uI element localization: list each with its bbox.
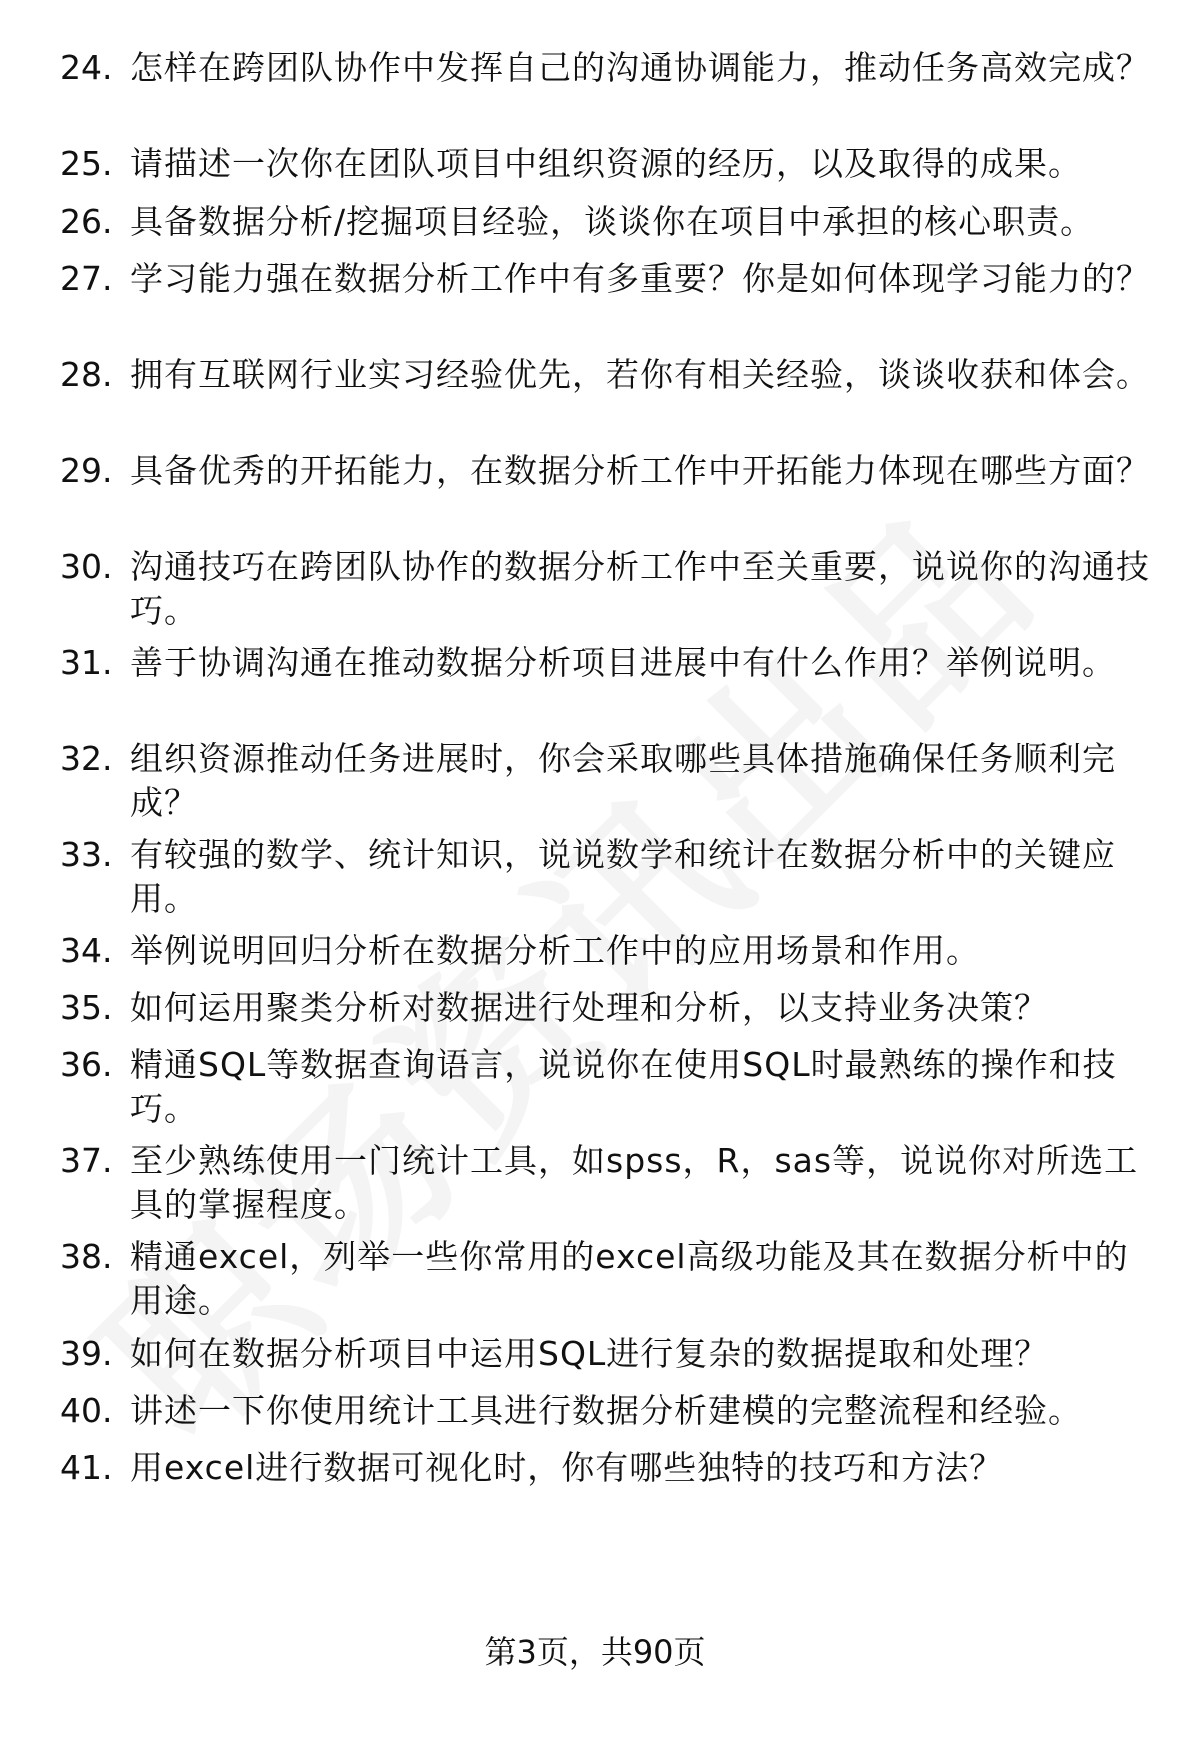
question-text: 具备优秀的开拓能力，在数据分析工作中开拓能力体现在哪些方面？	[130, 451, 1150, 490]
question-number: 35.	[60, 988, 113, 1027]
question-number: 30.	[60, 547, 113, 586]
question-number: 32.	[60, 739, 113, 778]
question-number: 31.	[60, 643, 113, 682]
question-text: 具备数据分析/挖掘项目经验，谈谈你在项目中承担的核心职责。	[130, 202, 1095, 241]
question-number: 33.	[60, 835, 113, 874]
question-number: 41.	[60, 1448, 113, 1487]
question-text: 请描述一次你在团队项目中组织资源的经历，以及取得的成果。	[130, 144, 1082, 183]
question-text: 至少熟练使用一门统计工具，如spss，R，sas等，说说你对所选工具的掌握程度。	[130, 1141, 1139, 1224]
question-number: 28.	[60, 355, 113, 394]
question-number: 27.	[60, 259, 113, 298]
question-number: 24.	[60, 48, 113, 87]
question-text: 用excel进行数据可视化时，你有哪些独特的技巧和方法？	[130, 1448, 1004, 1487]
question-number: 36.	[60, 1045, 113, 1084]
question-text: 精通SQL等数据查询语言，说说你在使用SQL时最熟练的操作和技巧。	[130, 1045, 1117, 1128]
question-number: 39.	[60, 1334, 113, 1373]
question-number: 34.	[60, 931, 113, 970]
question-number: 26.	[60, 202, 113, 241]
question-text: 善于协调沟通在推动数据分析项目进展中有什么作用？举例说明。	[130, 643, 1116, 682]
question-text: 沟通技巧在跨团队协作的数据分析工作中至关重要，说说你的沟通技巧。	[130, 547, 1150, 630]
question-text: 如何在数据分析项目中运用SQL进行复杂的数据提取和处理？	[130, 1334, 1049, 1373]
question-number: 29.	[60, 451, 113, 490]
page-footer: 第3页，共90页	[484, 1633, 706, 1671]
question-number: 38.	[60, 1237, 113, 1276]
question-text: 组织资源推动任务进展时，你会采取哪些具体措施确保任务顺利完成？	[130, 739, 1116, 822]
question-text: 精通excel，列举一些你常用的excel高级功能及其在数据分析中的用途。	[130, 1237, 1129, 1320]
question-text: 学习能力强在数据分析工作中有多重要？你是如何体现学习能力的？	[130, 259, 1150, 298]
question-text: 拥有互联网行业实习经验优先，若你有相关经验，谈谈收获和体会。	[130, 355, 1150, 394]
question-number: 37.	[60, 1141, 113, 1180]
question-text: 讲述一下你使用统计工具进行数据分析建模的完整流程和经验。	[130, 1391, 1082, 1430]
question-number: 25.	[60, 144, 113, 183]
question-text: 有较强的数学、统计知识，说说数学和统计在数据分析中的关键应用。	[130, 835, 1116, 918]
question-text: 如何运用聚类分析对数据进行处理和分析，以支持业务决策？	[130, 988, 1048, 1027]
question-text: 怎样在跨团队协作中发挥自己的沟通协调能力，推动任务高效完成？	[130, 48, 1150, 87]
question-number: 40.	[60, 1391, 113, 1430]
question-text: 举例说明回归分析在数据分析工作中的应用场景和作用。	[130, 931, 980, 970]
